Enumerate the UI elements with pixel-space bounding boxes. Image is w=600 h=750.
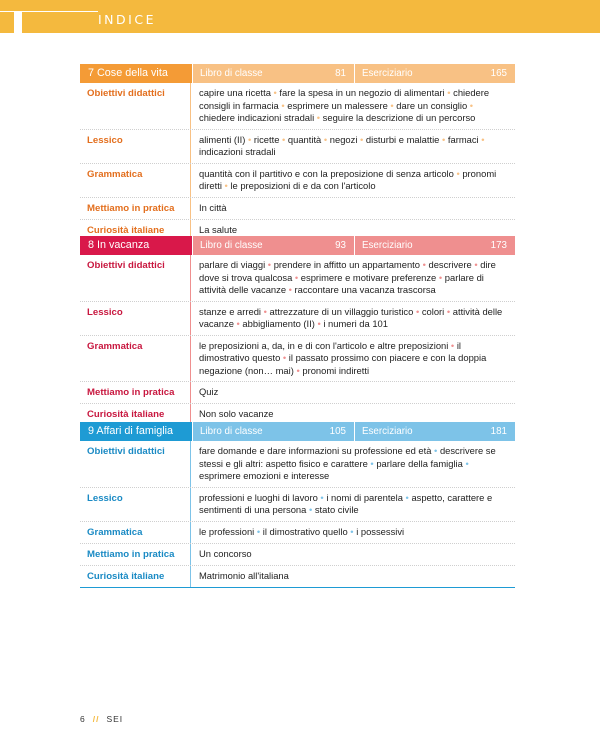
bullet-separator: • xyxy=(270,87,280,98)
exercise-reference xyxy=(355,422,515,441)
row-label: Curiosità italiane xyxy=(80,220,191,241)
bullet-separator: • xyxy=(261,305,270,317)
table-row xyxy=(80,301,515,335)
bullet-separator: • xyxy=(436,271,445,283)
row-label: Lessico xyxy=(80,302,191,335)
book-label: Libro di classe xyxy=(200,240,263,251)
table-row xyxy=(80,335,515,382)
bullet-separator: • xyxy=(444,305,453,317)
bullet-separator: • xyxy=(439,133,448,145)
bullet-separator: • xyxy=(286,284,295,295)
page-title: INDICE xyxy=(98,12,156,27)
book-page: 105 xyxy=(329,426,346,437)
bullet-separator: • xyxy=(233,318,243,329)
unit-title: 7 Cose della vita xyxy=(80,64,192,83)
bullet-separator: • xyxy=(471,259,481,270)
table-row xyxy=(80,521,515,543)
bullet-separator: • xyxy=(279,133,288,145)
row-label: Grammatica xyxy=(80,164,191,197)
row-text: parlare di viaggi • prendere in affitto un appartamento • descrivere • dire dove si trova qualcosa • esprimere e motivare preferenze • parlare di attività delle vacanze • raccontare una vacanza trascorsa xyxy=(199,259,496,295)
row-text: capire una ricetta • fare la spesa in un negozio di alimentari • chiedere consigli in farmacia • esprimere un malessere • dare un consiglio • chiedere indicazioni stradali • seguire la descrizione di un percorso xyxy=(199,87,490,123)
bullet-separator: • xyxy=(453,167,463,179)
bullet-separator: • xyxy=(419,259,429,270)
bullet-separator: • xyxy=(245,133,254,145)
row-label: Grammatica xyxy=(80,522,191,543)
unit-header xyxy=(80,422,515,441)
exercise-label: Eserciziario xyxy=(362,426,413,437)
table-row xyxy=(80,255,515,301)
book-name: SEI xyxy=(106,714,124,724)
exercise-label: Eserciziario xyxy=(362,240,413,251)
book-reference xyxy=(193,236,354,255)
unit-title: 8 In vacanza xyxy=(80,236,192,255)
table-row xyxy=(80,197,515,219)
bullet-separator: • xyxy=(293,364,303,376)
exercise-page: 165 xyxy=(490,68,507,79)
bullet-separator: • xyxy=(462,457,469,469)
bullet-separator: • xyxy=(448,339,457,351)
row-label: Curiosità italiane xyxy=(80,404,191,425)
table-row xyxy=(80,381,515,403)
row-text: le preposizioni a, da, in e di con l'articolo e altre preposizioni • il dimostrativo questo • il passato prossimo con piacere e con la doppia negazione (non… mai) • pronomi indiretti xyxy=(199,339,487,376)
row-text: Non solo vacanze xyxy=(199,408,274,419)
bullet-separator: • xyxy=(280,352,289,363)
unit-header xyxy=(80,236,515,255)
bullet-separator: • xyxy=(221,180,231,191)
row-text: Un concorso xyxy=(199,547,252,559)
unit-9 xyxy=(80,422,515,588)
row-text: Matrimonio all'italiana xyxy=(199,569,289,581)
table-row xyxy=(80,83,515,129)
row-label: Grammatica xyxy=(80,336,191,382)
row-text: La salute xyxy=(199,223,238,235)
exercise-page: 173 xyxy=(490,240,507,251)
table-row xyxy=(80,543,515,565)
exercise-reference xyxy=(355,64,515,83)
unit-7 xyxy=(80,64,515,242)
row-text: alimenti (II) • ricette • quantità • negozi • disturbi e malattie • farmaci • indicazioni stradali xyxy=(199,133,485,157)
row-text: professioni e luoghi di lavoro • i nomi di parentela • aspetto, carattere e sentimenti di una persona • stato civile xyxy=(199,491,493,515)
row-label: Lessico xyxy=(80,130,191,163)
bullet-separator: • xyxy=(306,504,315,515)
row-label: Obiettivi didattici xyxy=(80,441,191,487)
bullet-separator: • xyxy=(413,305,422,317)
bullet-separator: • xyxy=(402,491,412,503)
bullet-separator: • xyxy=(265,259,274,270)
table-row xyxy=(80,565,515,587)
row-text: Quiz xyxy=(199,386,219,397)
page-number: 6 xyxy=(80,714,86,724)
row-text: In città xyxy=(199,201,227,213)
bullet-separator: • xyxy=(357,133,366,145)
row-text: quantità con il partitivo e con la preposizione di senza articolo • pronomi diretti • le preposizioni di e da con l'articolo xyxy=(199,167,497,191)
bullet-separator: • xyxy=(467,99,474,111)
bullet-separator: • xyxy=(478,133,485,145)
bullet-separator: • xyxy=(314,318,324,329)
row-label: Mettiamo in pratica xyxy=(80,382,191,403)
exercise-label: Eserciziario xyxy=(362,68,413,79)
unit-title: 9 Affari di famiglia xyxy=(80,422,192,441)
book-label: Libro di classe xyxy=(200,426,263,437)
row-text: fare domande e dare informazioni su professione ed età • descrivere se stessi e gli altri: aspetto fisico e carattere • parlare della famiglia • esprimere emozioni e interesse xyxy=(199,445,496,481)
bullet-separator: • xyxy=(347,525,357,537)
bullet-separator: • xyxy=(317,491,327,503)
footer-separator: // xyxy=(92,714,100,724)
row-text: stanze e arredi • attrezzature di un villaggio turistico • colori • attività delle vacanze • abbigliamento (II) • i numeri da 101 xyxy=(199,305,503,329)
book-page: 93 xyxy=(335,240,346,251)
bullet-separator: • xyxy=(321,133,330,145)
bullet-separator: • xyxy=(367,457,377,469)
table-row xyxy=(80,441,515,487)
header-tab xyxy=(14,12,22,33)
exercise-page: 181 xyxy=(490,426,507,437)
row-label: Curiosità italiane xyxy=(80,566,191,587)
bullet-separator: • xyxy=(444,87,454,98)
row-text: le professioni • il dimostrativo quello • i possessivi xyxy=(199,525,405,537)
bullet-separator: • xyxy=(292,271,301,283)
table-row xyxy=(80,487,515,521)
book-page: 81 xyxy=(335,68,346,79)
book-reference xyxy=(193,422,354,441)
book-label: Libro di classe xyxy=(200,68,263,79)
row-label: Mettiamo in pratica xyxy=(80,198,191,219)
page-footer xyxy=(80,714,123,724)
exercise-reference xyxy=(355,236,515,255)
row-label: Obiettivi didattici xyxy=(80,83,191,129)
bullet-separator: • xyxy=(431,445,440,456)
row-label: Obiettivi didattici xyxy=(80,255,191,301)
header-band xyxy=(0,0,600,33)
unit-8 xyxy=(80,236,515,426)
unit-header xyxy=(80,64,515,83)
book-reference xyxy=(193,64,354,83)
table-row xyxy=(80,163,515,197)
row-label: Lessico xyxy=(80,488,191,521)
table-row xyxy=(80,129,515,163)
bullet-separator: • xyxy=(387,99,397,111)
bullet-separator: • xyxy=(314,112,323,123)
bullet-separator: • xyxy=(254,525,263,537)
bullet-separator: • xyxy=(278,99,288,111)
row-label: Mettiamo in pratica xyxy=(80,544,191,565)
